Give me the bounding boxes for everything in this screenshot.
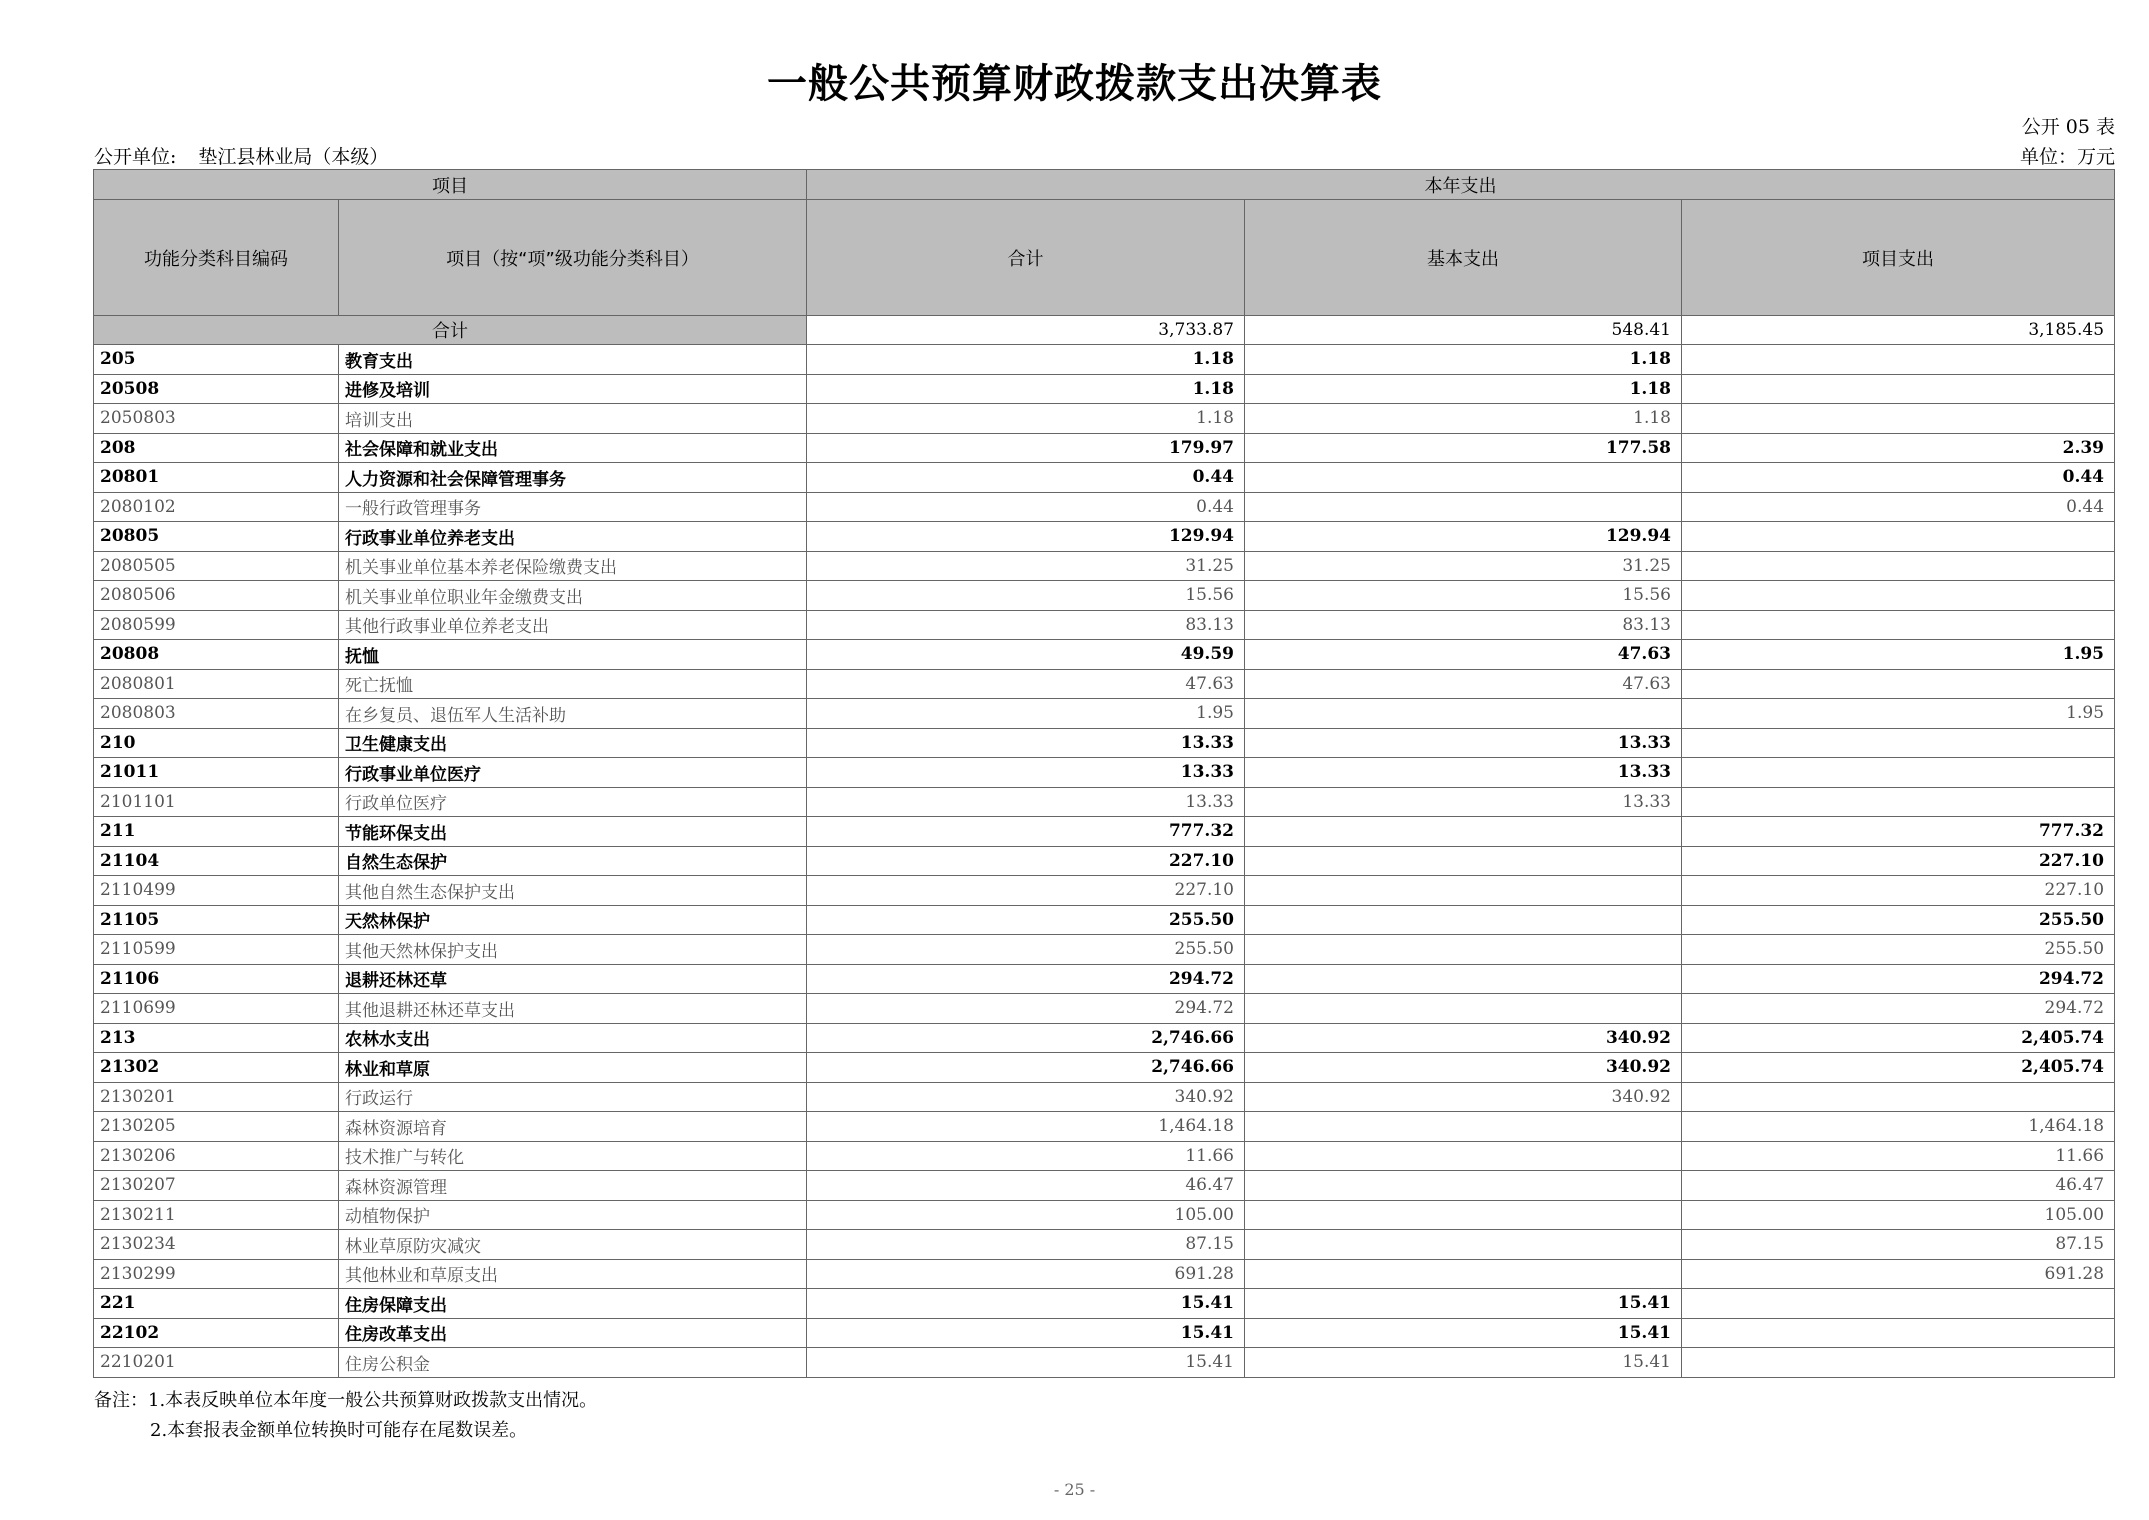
cell-total: 13.33 [807, 758, 1245, 788]
table-row [94, 846, 2115, 876]
cell-name: 其他退耕还林还草支出 [339, 994, 807, 1024]
cell-project [1682, 1082, 2115, 1112]
cell-total: 31.25 [807, 551, 1245, 581]
table-row [94, 492, 2115, 522]
cell-code: 22102 [94, 1318, 339, 1348]
cell-name: 机关事业单位基本养老保险缴费支出 [339, 551, 807, 581]
cell-name: 进修及培训 [339, 374, 807, 404]
total-label: 合计 [94, 316, 807, 345]
cell-name: 森林资源管理 [339, 1171, 807, 1201]
cell-project: 105.00 [1682, 1200, 2115, 1230]
money-unit: 单位：万元 [2019, 146, 2115, 168]
cell-basic: 1.18 [1245, 404, 1682, 434]
cell-project [1682, 787, 2115, 817]
table-row [94, 640, 2115, 670]
cell-code: 213 [94, 1023, 339, 1053]
cell-name: 自然生态保护 [339, 846, 807, 876]
cell-basic [1245, 1171, 1682, 1201]
cell-project: 11.66 [1682, 1141, 2115, 1171]
cell-total: 47.63 [807, 669, 1245, 699]
cell-name: 机关事业单位职业年金缴费支出 [339, 581, 807, 611]
cell-code: 2050803 [94, 404, 339, 434]
cell-total: 1.18 [807, 345, 1245, 375]
cell-total: 1,464.18 [807, 1112, 1245, 1142]
header-project: 项目支出 [1682, 200, 2115, 316]
cell-total: 13.33 [807, 787, 1245, 817]
cell-code: 20808 [94, 640, 339, 670]
cell-total: 1.95 [807, 699, 1245, 729]
table-row [94, 1200, 2115, 1230]
cell-project: 87.15 [1682, 1230, 2115, 1260]
cell-basic [1245, 1230, 1682, 1260]
table-row [94, 1053, 2115, 1083]
header-row-2 [94, 200, 2115, 316]
cell-basic [1245, 463, 1682, 493]
cell-basic: 47.63 [1245, 640, 1682, 670]
cell-name: 死亡抚恤 [339, 669, 807, 699]
cell-total: 255.50 [807, 935, 1245, 965]
table-row [94, 1230, 2115, 1260]
cell-name: 其他自然生态保护支出 [339, 876, 807, 906]
table-row [94, 404, 2115, 434]
cell-basic [1245, 1112, 1682, 1142]
cell-name: 住房改革支出 [339, 1318, 807, 1348]
cell-total: 179.97 [807, 433, 1245, 463]
cell-code: 221 [94, 1289, 339, 1319]
cell-name: 社会保障和就业支出 [339, 433, 807, 463]
cell-code: 211 [94, 817, 339, 847]
table-row [94, 610, 2115, 640]
cell-project: 227.10 [1682, 846, 2115, 876]
cell-project: 0.44 [1682, 492, 2115, 522]
table-row [94, 758, 2115, 788]
cell-name: 在乡复员、退伍军人生活补助 [339, 699, 807, 729]
cell-project [1682, 669, 2115, 699]
total-row [94, 316, 2115, 345]
cell-basic: 15.41 [1245, 1318, 1682, 1348]
cell-basic: 340.92 [1245, 1053, 1682, 1083]
cell-code: 2110499 [94, 876, 339, 906]
cell-name: 技术推广与转化 [339, 1141, 807, 1171]
cell-basic: 177.58 [1245, 433, 1682, 463]
cell-code: 2080599 [94, 610, 339, 640]
cell-project [1682, 522, 2115, 552]
cell-basic [1245, 1141, 1682, 1171]
cell-basic: 31.25 [1245, 551, 1682, 581]
cell-project: 2,405.74 [1682, 1023, 2115, 1053]
cell-basic [1245, 1200, 1682, 1230]
table-row [94, 1289, 2115, 1319]
cell-total: 255.50 [807, 905, 1245, 935]
cell-basic [1245, 994, 1682, 1024]
cell-name: 动植物保护 [339, 1200, 807, 1230]
total-basic: 548.41 [1245, 316, 1682, 345]
cell-project [1682, 1318, 2115, 1348]
cell-basic: 13.33 [1245, 728, 1682, 758]
cell-total: 777.32 [807, 817, 1245, 847]
cell-basic: 129.94 [1245, 522, 1682, 552]
cell-name: 其他天然林保护支出 [339, 935, 807, 965]
table-row [94, 1171, 2115, 1201]
cell-total: 340.92 [807, 1082, 1245, 1112]
cell-code: 2130201 [94, 1082, 339, 1112]
cell-project [1682, 1348, 2115, 1378]
header-total: 合计 [807, 200, 1245, 316]
table-row [94, 1259, 2115, 1289]
cell-code: 21011 [94, 758, 339, 788]
cell-total: 0.44 [807, 463, 1245, 493]
cell-name: 人力资源和社会保障管理事务 [339, 463, 807, 493]
cell-code: 21104 [94, 846, 339, 876]
cell-project: 777.32 [1682, 817, 2115, 847]
header-row-1 [94, 170, 2115, 200]
cell-basic: 83.13 [1245, 610, 1682, 640]
cell-total: 46.47 [807, 1171, 1245, 1201]
total-project: 3,185.45 [1682, 316, 2115, 345]
cell-name: 节能环保支出 [339, 817, 807, 847]
cell-name: 一般行政管理事务 [339, 492, 807, 522]
cell-project: 255.50 [1682, 905, 2115, 935]
cell-total: 1.18 [807, 374, 1245, 404]
cell-basic [1245, 492, 1682, 522]
cell-name: 抚恤 [339, 640, 807, 670]
table-row [94, 728, 2115, 758]
cell-code: 2110599 [94, 935, 339, 965]
note-1: 备注：1.本表反映单位本年度一般公共预算财政拨款支出情况。 [94, 1390, 598, 1411]
cell-project: 2.39 [1682, 433, 2115, 463]
header-current-year-expense: 本年支出 [807, 170, 2115, 200]
cell-code: 2130299 [94, 1259, 339, 1289]
cell-basic: 15.41 [1245, 1348, 1682, 1378]
cell-name: 天然林保护 [339, 905, 807, 935]
cell-name: 其他行政事业单位养老支出 [339, 610, 807, 640]
table-row [94, 994, 2115, 1024]
cell-project: 255.50 [1682, 935, 2115, 965]
table-row [94, 1318, 2115, 1348]
header-basic: 基本支出 [1245, 200, 1682, 316]
cell-basic: 1.18 [1245, 374, 1682, 404]
cell-name: 行政事业单位养老支出 [339, 522, 807, 552]
cell-total: 11.66 [807, 1141, 1245, 1171]
cell-code: 21105 [94, 905, 339, 935]
cell-name: 森林资源培育 [339, 1112, 807, 1142]
cell-project: 294.72 [1682, 994, 2115, 1024]
cell-project: 1.95 [1682, 699, 2115, 729]
cell-total: 105.00 [807, 1200, 1245, 1230]
table-row [94, 905, 2115, 935]
cell-total: 129.94 [807, 522, 1245, 552]
cell-code: 20805 [94, 522, 339, 552]
table-row [94, 787, 2115, 817]
cell-project: 691.28 [1682, 1259, 2115, 1289]
reporting-unit-name: 垫江县林业局（本级） [198, 146, 389, 168]
table-row [94, 374, 2115, 404]
cell-project: 0.44 [1682, 463, 2115, 493]
cell-project [1682, 758, 2115, 788]
cell-basic: 340.92 [1245, 1023, 1682, 1053]
table-row [94, 699, 2115, 729]
cell-code: 210 [94, 728, 339, 758]
reporting-unit-label: 公开单位: [94, 146, 177, 168]
notes [94, 1386, 597, 1446]
cell-code: 21302 [94, 1053, 339, 1083]
cell-code: 2080505 [94, 551, 339, 581]
header-code: 功能分类科目编码 [94, 200, 339, 316]
table-row [94, 669, 2115, 699]
cell-code: 2080102 [94, 492, 339, 522]
cell-total: 2,746.66 [807, 1053, 1245, 1083]
cell-code: 21106 [94, 964, 339, 994]
cell-project: 1.95 [1682, 640, 2115, 670]
cell-code: 2130205 [94, 1112, 339, 1142]
cell-basic [1245, 1259, 1682, 1289]
cell-name: 林业和草原 [339, 1053, 807, 1083]
cell-basic [1245, 876, 1682, 906]
cell-basic: 15.56 [1245, 581, 1682, 611]
cell-basic [1245, 935, 1682, 965]
cell-total: 691.28 [807, 1259, 1245, 1289]
cell-basic: 13.33 [1245, 787, 1682, 817]
table-row [94, 1112, 2115, 1142]
cell-project [1682, 581, 2115, 611]
cell-basic [1245, 699, 1682, 729]
cell-code: 208 [94, 433, 339, 463]
cell-name: 农林水支出 [339, 1023, 807, 1053]
total-total: 3,733.87 [807, 316, 1245, 345]
cell-project [1682, 374, 2115, 404]
table-row [94, 463, 2115, 493]
cell-name: 行政单位医疗 [339, 787, 807, 817]
cell-name: 退耕还林还草 [339, 964, 807, 994]
cell-project: 1,464.18 [1682, 1112, 2115, 1142]
cell-total: 87.15 [807, 1230, 1245, 1260]
cell-basic [1245, 846, 1682, 876]
cell-name: 行政运行 [339, 1082, 807, 1112]
cell-code: 2130206 [94, 1141, 339, 1171]
cell-project: 294.72 [1682, 964, 2115, 994]
table-row [94, 876, 2115, 906]
table-row [94, 1141, 2115, 1171]
cell-code: 2210201 [94, 1348, 339, 1378]
cell-project [1682, 1289, 2115, 1319]
cell-basic: 13.33 [1245, 758, 1682, 788]
cell-code: 20508 [94, 374, 339, 404]
table-row [94, 1348, 2115, 1378]
cell-name: 教育支出 [339, 345, 807, 375]
table-row [94, 817, 2115, 847]
cell-name: 住房保障支出 [339, 1289, 807, 1319]
reporting-unit [94, 142, 388, 169]
table-row [94, 581, 2115, 611]
cell-name: 培训支出 [339, 404, 807, 434]
form-number: 公开 05 表 [2021, 116, 2115, 138]
cell-total: 2,746.66 [807, 1023, 1245, 1053]
table-row [94, 935, 2115, 965]
cell-code: 2080801 [94, 669, 339, 699]
cell-name: 其他林业和草原支出 [339, 1259, 807, 1289]
cell-basic [1245, 905, 1682, 935]
note-2: 2.本套报表金额单位转换时可能存在尾数误差。 [150, 1420, 528, 1441]
header-item: 项目 [94, 170, 807, 200]
cell-basic: 15.41 [1245, 1289, 1682, 1319]
table-row [94, 964, 2115, 994]
cell-project: 2,405.74 [1682, 1053, 2115, 1083]
cell-code: 205 [94, 345, 339, 375]
cell-project [1682, 728, 2115, 758]
cell-total: 227.10 [807, 876, 1245, 906]
cell-code: 2080803 [94, 699, 339, 729]
cell-name: 卫生健康支出 [339, 728, 807, 758]
cell-code: 20801 [94, 463, 339, 493]
table-row [94, 551, 2115, 581]
cell-basic: 47.63 [1245, 669, 1682, 699]
cell-total: 49.59 [807, 640, 1245, 670]
cell-project: 227.10 [1682, 876, 2115, 906]
table-row [94, 1082, 2115, 1112]
cell-total: 15.41 [807, 1318, 1245, 1348]
cell-project [1682, 610, 2115, 640]
cell-name: 行政事业单位医疗 [339, 758, 807, 788]
cell-project [1682, 404, 2115, 434]
table-row [94, 522, 2115, 552]
page-number: - 25 - [1053, 1480, 1096, 1499]
header-name: 项目（按“项”级功能分类科目） [339, 200, 807, 316]
cell-total: 294.72 [807, 964, 1245, 994]
cell-project: 46.47 [1682, 1171, 2115, 1201]
cell-code: 2080506 [94, 581, 339, 611]
cell-basic [1245, 964, 1682, 994]
cell-total: 83.13 [807, 610, 1245, 640]
cell-total: 13.33 [807, 728, 1245, 758]
cell-code: 2101101 [94, 787, 339, 817]
cell-code: 2110699 [94, 994, 339, 1024]
cell-total: 15.41 [807, 1289, 1245, 1319]
table-row [94, 345, 2115, 375]
cell-total: 294.72 [807, 994, 1245, 1024]
page-title: 一般公共预算财政拨款支出决算表 [767, 61, 1382, 107]
cell-name: 住房公积金 [339, 1348, 807, 1378]
table-row [94, 433, 2115, 463]
cell-code: 2130211 [94, 1200, 339, 1230]
cell-basic: 1.18 [1245, 345, 1682, 375]
cell-total: 15.41 [807, 1348, 1245, 1378]
cell-basic: 340.92 [1245, 1082, 1682, 1112]
cell-total: 15.56 [807, 581, 1245, 611]
cell-total: 0.44 [807, 492, 1245, 522]
expense-table [93, 169, 2115, 1378]
cell-code: 2130207 [94, 1171, 339, 1201]
cell-name: 林业草原防灾减灾 [339, 1230, 807, 1260]
table-row [94, 1023, 2115, 1053]
cell-basic [1245, 817, 1682, 847]
cell-total: 1.18 [807, 404, 1245, 434]
cell-code: 2130234 [94, 1230, 339, 1260]
cell-project [1682, 345, 2115, 375]
cell-total: 227.10 [807, 846, 1245, 876]
cell-project [1682, 551, 2115, 581]
